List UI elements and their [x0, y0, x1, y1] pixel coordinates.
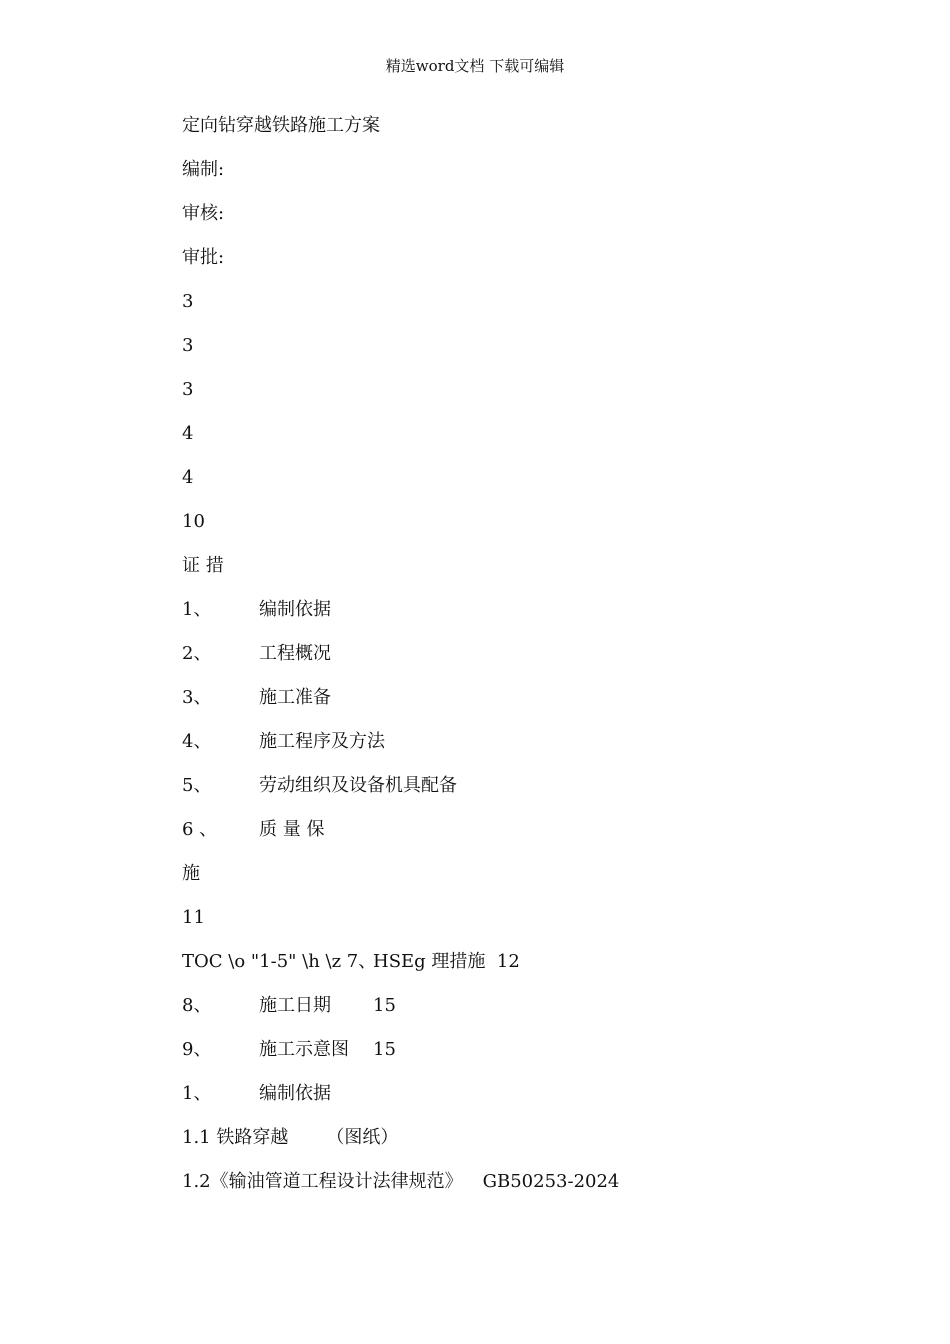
page-number: 3: [182, 379, 194, 400]
toc-fragment: 施: [182, 863, 200, 884]
toc-entry-title: 质 量 保: [259, 819, 325, 840]
toc-entry-page: 15: [373, 995, 396, 1016]
toc-entry: [182, 685, 882, 729]
section-heading: [182, 1081, 882, 1125]
page-number: 4: [182, 467, 194, 488]
standard-code: GB50253-2024: [482, 1171, 620, 1192]
section-number: 1、: [182, 1083, 212, 1104]
section-item-label: 1.1 铁路穿越: [182, 1127, 289, 1148]
toc-entry: [182, 993, 882, 1037]
toc-entry: [182, 641, 882, 685]
approve-label: 审批:: [182, 247, 225, 268]
toc-entry-number: 8、: [182, 995, 212, 1016]
toc-page-number: 11: [182, 907, 205, 928]
toc-entry-number: 9、: [182, 1039, 212, 1060]
section-item-label: 1.2《输油管道工程设计法律规范》: [182, 1171, 463, 1192]
toc-entry-number: 3、: [182, 687, 212, 708]
toc-entry-title: 工程概况: [259, 643, 331, 664]
toc-entry-title: 施工示意图: [259, 1039, 349, 1060]
section-title: 编制依据: [259, 1083, 331, 1104]
page-header: 精选word文档 下载可编辑: [385, 57, 565, 75]
review-label: 审核:: [182, 203, 225, 224]
toc-entry: [182, 597, 882, 641]
page-number: 3: [182, 335, 194, 356]
toc-entry: [182, 773, 882, 817]
toc-entry-title: 编制依据: [259, 599, 331, 620]
toc-entry-number: 6 、: [182, 819, 218, 840]
toc-entry-number: 4、: [182, 731, 212, 752]
page-number: 3: [182, 291, 194, 312]
toc-entry-number: 5、: [182, 775, 212, 796]
toc-field-code-line: [182, 949, 882, 993]
page-number: 10: [182, 511, 205, 532]
toc-heading: 证 措: [182, 555, 224, 576]
document-body: [182, 113, 882, 1213]
section-item-note: （图纸）: [326, 1127, 399, 1148]
toc-field-code: TOC \o "1-5" \h \z 7、: [182, 951, 377, 972]
toc-entry-title: 施工日期: [259, 995, 331, 1016]
toc-entry-page: 15: [373, 1039, 396, 1060]
toc-entry-title: HSEg 理措施: [373, 951, 486, 972]
toc-entry-number: 1、: [182, 599, 212, 620]
toc-entry: [182, 817, 882, 861]
toc-entry: [182, 729, 882, 773]
toc-entry-title: 劳动组织及设备机具配备: [259, 775, 457, 796]
toc-entry: [182, 1037, 882, 1081]
toc-entry-page: 12: [496, 951, 520, 972]
section-item: [182, 1125, 882, 1169]
document-title: 定向钻穿越铁路施工方案: [182, 115, 380, 136]
page-number: 4: [182, 423, 194, 444]
compile-label: 编制:: [182, 159, 225, 180]
toc-entry-title: 施工准备: [259, 687, 331, 708]
toc-entry-number: 2、: [182, 643, 212, 664]
section-item: [182, 1169, 882, 1213]
toc-entry-title: 施工程序及方法: [259, 731, 385, 752]
